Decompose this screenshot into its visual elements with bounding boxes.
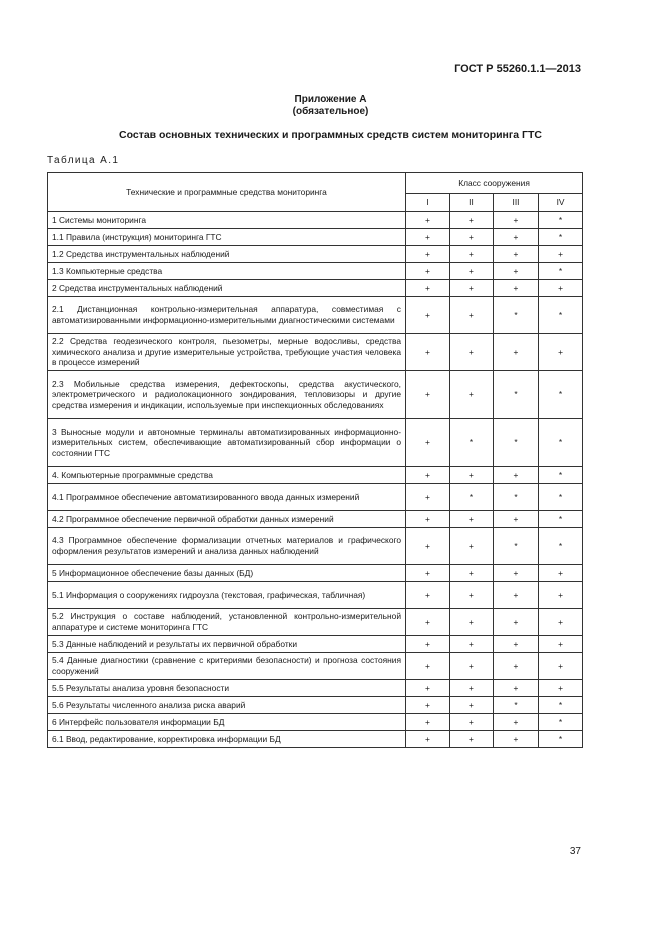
class-mark-cell: + [450, 280, 494, 297]
table-row [48, 636, 583, 653]
table-row [48, 582, 583, 609]
class-iv-header: IV [539, 194, 583, 212]
class-mark-cell: + [494, 334, 539, 371]
class-mark-cell: + [406, 653, 450, 680]
class-iii-header: III [494, 194, 539, 212]
table-row [48, 467, 583, 484]
row-label: 5.2 Инструкция о составе наблюдений, установленной контрольно-измерительной аппаратуре и системе мониторинга ГТС [48, 609, 406, 636]
class-mark-cell: + [494, 653, 539, 680]
class-mark-cell: + [494, 582, 539, 609]
class-mark-cell: + [539, 653, 583, 680]
table-label: Таблица А.1 [47, 155, 120, 166]
class-mark-cell: * [539, 528, 583, 565]
table-row [48, 653, 583, 680]
class-mark-cell: * [494, 371, 539, 419]
class-mark-cell: + [450, 680, 494, 697]
table-row [48, 334, 583, 371]
class-mark-cell: + [406, 609, 450, 636]
table-header-row [48, 173, 583, 194]
class-mark-cell: + [494, 636, 539, 653]
table-row [48, 371, 583, 419]
class-mark-cell: + [494, 565, 539, 582]
table-row [48, 565, 583, 582]
class-mark-cell: * [494, 419, 539, 467]
class-mark-cell: + [494, 212, 539, 229]
class-mark-cell: + [450, 511, 494, 528]
column-header: Технические и программные средства мониторинга [48, 173, 406, 212]
class-mark-cell: * [539, 263, 583, 280]
table-row [48, 511, 583, 528]
row-label: 2 Средства инструментальных наблюдений [48, 280, 406, 297]
row-label: 1.1 Правила (инструкция) мониторинга ГТС [48, 229, 406, 246]
class-mark-cell: + [450, 609, 494, 636]
row-label: 1 Системы мониторинга [48, 212, 406, 229]
class-mark-cell: + [494, 714, 539, 731]
class-mark-cell: + [539, 680, 583, 697]
class-mark-cell: * [539, 229, 583, 246]
table-row [48, 680, 583, 697]
table-row [48, 419, 583, 467]
class-mark-cell: + [406, 528, 450, 565]
class-mark-cell: + [494, 609, 539, 636]
table-row [48, 246, 583, 263]
class-mark-cell: + [406, 212, 450, 229]
row-label: 4. Компьютерные программные средства [48, 467, 406, 484]
class-mark-cell: * [494, 528, 539, 565]
class-mark-cell: + [494, 680, 539, 697]
appendix-status: (обязательное) [292, 106, 369, 117]
class-mark-cell: + [494, 229, 539, 246]
class-i-header: I [406, 194, 450, 212]
class-mark-cell: * [539, 212, 583, 229]
class-mark-cell: + [494, 511, 539, 528]
class-mark-cell: + [539, 609, 583, 636]
row-label: 2.1 Дистанционная контрольно-измерительная аппаратура, совместимая с автоматизированными информационно-измерительными диагностическими системами [48, 297, 406, 334]
class-mark-cell: + [406, 334, 450, 371]
row-label: 2.3 Мобильные средства измерения, дефектоскопы, средства акустического, электрометрического и радиолокационного зондирования, тепловизоры и другие средства измерения и индикации, используемые при инспекционных обследованиях [48, 371, 406, 419]
class-mark-cell: + [450, 653, 494, 680]
class-mark-cell: * [539, 484, 583, 511]
class-mark-cell: * [539, 697, 583, 714]
class-mark-cell: + [450, 229, 494, 246]
row-label: 4.3 Программное обеспечение формализации отчетных материалов и графического оформления результатов измерений и анализа данных наблюдений [48, 528, 406, 565]
appendix-title: Приложение А [294, 94, 367, 105]
class-mark-cell: + [406, 731, 450, 748]
class-mark-cell: + [406, 246, 450, 263]
class-mark-cell: + [450, 297, 494, 334]
class-mark-cell: + [406, 467, 450, 484]
class-mark-cell: + [406, 582, 450, 609]
class-mark-cell: + [494, 280, 539, 297]
class-mark-cell: * [539, 419, 583, 467]
class-mark-cell: * [539, 511, 583, 528]
class-mark-cell: + [406, 565, 450, 582]
class-mark-cell: + [494, 731, 539, 748]
table-row [48, 229, 583, 246]
class-mark-cell: + [539, 334, 583, 371]
monitoring-table [47, 172, 583, 748]
row-label: 5.6 Результаты численного анализа риска аварий [48, 697, 406, 714]
section-title: Состав основных технических и программных средств систем мониторинга ГТС [119, 129, 542, 141]
table-row [48, 697, 583, 714]
class-mark-cell: + [539, 565, 583, 582]
row-label: 2.2 Средства геодезического контроля, пьезометры, мерные водосливы, средства химического анализа и другие измерительные устройства, требующие участия человека в процессе измерений [48, 334, 406, 371]
row-label: 6 Интерфейс пользователя информации БД [48, 714, 406, 731]
table-row [48, 280, 583, 297]
class-mark-cell: + [450, 528, 494, 565]
class-mark-cell: * [539, 714, 583, 731]
table-row [48, 263, 583, 280]
class-mark-cell: + [494, 246, 539, 263]
class-mark-cell: * [494, 297, 539, 334]
class-mark-cell: + [406, 229, 450, 246]
class-mark-cell: * [539, 297, 583, 334]
row-label: 1.3 Компьютерные средства [48, 263, 406, 280]
row-label: 4.1 Программное обеспечение автоматизированного ввода данных измерений [48, 484, 406, 511]
class-mark-cell: + [450, 582, 494, 609]
class-mark-cell: * [539, 731, 583, 748]
class-mark-cell: + [450, 467, 494, 484]
class-mark-cell: + [406, 263, 450, 280]
class-mark-cell: + [450, 731, 494, 748]
class-mark-cell: + [406, 419, 450, 467]
table-row [48, 609, 583, 636]
class-mark-cell: + [450, 565, 494, 582]
class-mark-cell: + [494, 467, 539, 484]
row-label: 5 Информационное обеспечение базы данных (БД) [48, 565, 406, 582]
class-mark-cell: + [406, 511, 450, 528]
class-mark-cell: * [494, 484, 539, 511]
row-label: 5.4 Данные диагностики (сравнение с критериями безопасности) и прогноза состояния сооружений [48, 653, 406, 680]
class-mark-cell: + [539, 280, 583, 297]
row-label: 5.3 Данные наблюдений и результаты их первичной обработки [48, 636, 406, 653]
row-label: 5.1 Информация о сооружениях гидроузла (текстовая, графическая, табличная) [48, 582, 406, 609]
row-label: 5.5 Результаты анализа уровня безопасности [48, 680, 406, 697]
class-mark-cell: * [539, 467, 583, 484]
class-mark-cell: + [450, 371, 494, 419]
table-row [48, 714, 583, 731]
table-row [48, 528, 583, 565]
class-mark-cell: + [406, 636, 450, 653]
class-mark-cell: + [539, 246, 583, 263]
row-label: 1.2 Средства инструментальных наблюдений [48, 246, 406, 263]
class-mark-cell: + [406, 280, 450, 297]
class-mark-cell: + [539, 636, 583, 653]
table-row [48, 484, 583, 511]
table-row [48, 731, 583, 748]
class-mark-cell: + [450, 697, 494, 714]
class-mark-cell: * [450, 419, 494, 467]
class-mark-cell: + [450, 212, 494, 229]
document-header: ГОСТ Р 55260.1.1—2013 [454, 63, 581, 75]
class-ii-header: II [450, 194, 494, 212]
class-mark-cell: + [406, 680, 450, 697]
table-row [48, 297, 583, 334]
row-label: 4.2 Программное обеспечение первичной обработки данных измерений [48, 511, 406, 528]
class-mark-cell: + [450, 263, 494, 280]
class-mark-cell: + [450, 334, 494, 371]
class-mark-cell: + [450, 714, 494, 731]
class-header: Класс сооружения [406, 173, 583, 194]
class-mark-cell: + [450, 246, 494, 263]
class-mark-cell: + [406, 484, 450, 511]
class-mark-cell: + [406, 297, 450, 334]
page-number: 37 [569, 846, 581, 857]
table-row [48, 212, 583, 229]
row-label: 6.1 Ввод, редактирование, корректировка информации БД [48, 731, 406, 748]
appendix-heading [0, 94, 661, 118]
class-mark-cell: * [494, 697, 539, 714]
class-mark-cell: + [406, 714, 450, 731]
class-mark-cell: + [494, 263, 539, 280]
class-mark-cell: + [450, 636, 494, 653]
class-mark-cell: + [539, 582, 583, 609]
row-label: 3 Выносные модули и автономные терминалы автоматизированных информационно-измерительных систем, обеспечивающие автоматизированный сбор информации о состоянии ГТС [48, 419, 406, 467]
class-mark-cell: + [406, 697, 450, 714]
class-mark-cell: * [450, 484, 494, 511]
class-mark-cell: + [406, 371, 450, 419]
class-mark-cell: * [539, 371, 583, 419]
